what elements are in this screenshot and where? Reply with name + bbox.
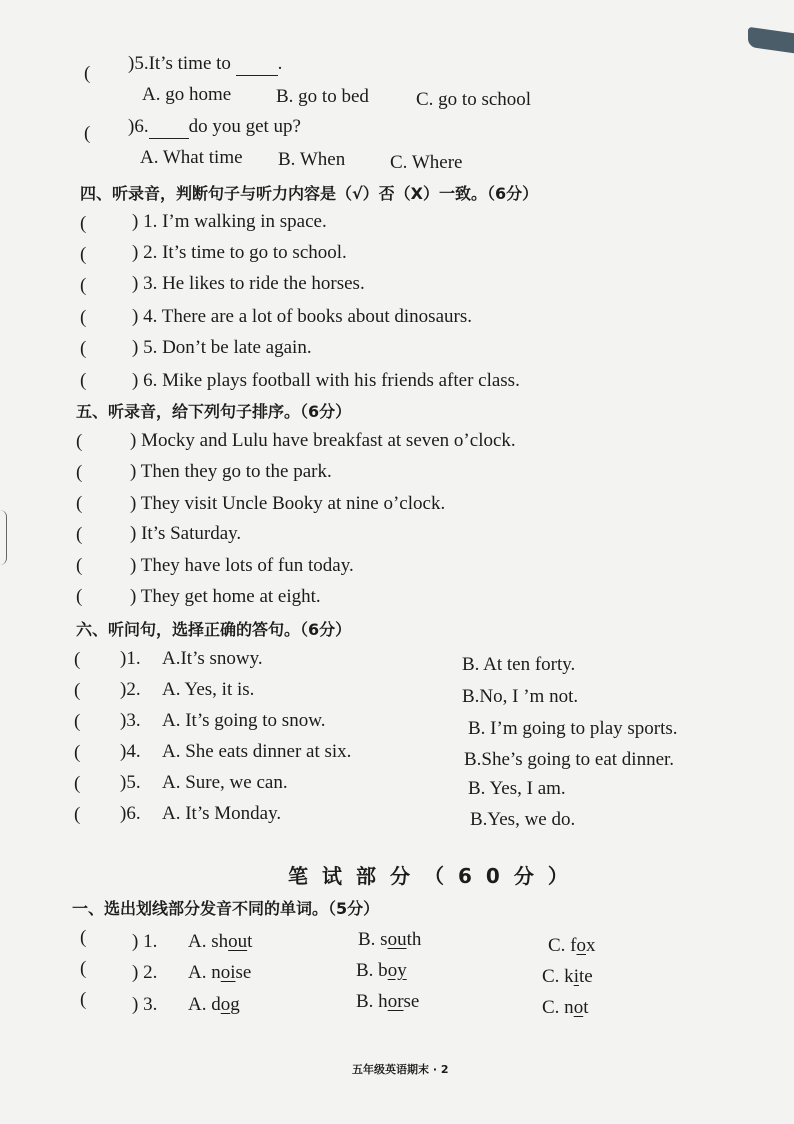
answer-paren: ( xyxy=(74,680,81,701)
option-b: B. go to bed xyxy=(276,86,369,107)
binding-mark xyxy=(0,510,7,565)
answer-paren: ( xyxy=(74,742,81,763)
answer-paren: ( xyxy=(80,989,87,1010)
judge-item: ) 3. He likes to ride the horses. xyxy=(132,273,365,294)
choice-b: B.Yes, we do. xyxy=(470,809,576,830)
choice-num: )2. xyxy=(120,679,141,700)
choice-a: A. Yes, it is. xyxy=(162,679,255,700)
section-6-heading: 六、听问句，选择正确的答句。（6分） xyxy=(76,620,352,639)
answer-paren: ( xyxy=(80,275,87,296)
fill-blank xyxy=(149,120,189,139)
phonics-option-c: C. kite xyxy=(542,966,593,987)
page-footer: 五年级英语期末 · 2 xyxy=(352,1063,449,1076)
phonics-option-c: C. fox xyxy=(548,935,596,956)
choice-b: B. At ten forty. xyxy=(462,654,576,675)
answer-paren: ( xyxy=(80,338,87,359)
answer-paren: ( xyxy=(80,307,87,328)
phonics-num: ) 1. xyxy=(132,931,158,952)
choice-b: B. I’m going to play sports. xyxy=(468,718,678,739)
phonics-option-a: A. shout xyxy=(188,931,253,952)
answer-paren: ( xyxy=(74,773,81,794)
fill-blank xyxy=(236,57,278,76)
option-c: C. go to school xyxy=(416,89,532,110)
answer-paren: ( xyxy=(74,711,81,732)
section-5-heading: 五、听录音，给下列句子排序。（6分） xyxy=(76,402,352,421)
order-item: ) Then they go to the park. xyxy=(130,461,332,482)
answer-paren: ( xyxy=(76,586,83,607)
choice-num: )1. xyxy=(120,648,141,669)
order-item: ) Mocky and Lulu have breakfast at seven o’clock. xyxy=(130,430,516,451)
option-b: B. When xyxy=(278,149,346,170)
answer-paren: ( xyxy=(84,123,91,144)
judge-item: ) 2. It’s time to go to school. xyxy=(132,242,347,263)
phonics-option-b: B. south xyxy=(358,929,422,950)
answer-paren: ( xyxy=(84,63,91,84)
written-part-title: 笔试部分（60分） xyxy=(288,864,582,888)
section-4-heading: 四、听录音，判断句子与听力内容是（√）否（X）一致。（6分） xyxy=(80,184,539,203)
answer-paren: ( xyxy=(74,649,81,670)
phonics-option-b: B. horse xyxy=(356,991,420,1012)
answer-paren: ( xyxy=(76,524,83,545)
order-item: ) They get home at eight. xyxy=(130,586,321,607)
order-item: ) They visit Uncle Booky at nine o’clock. xyxy=(130,493,446,514)
question-6: )6. do you get up? xyxy=(128,116,301,137)
choice-num: )4. xyxy=(120,741,141,762)
answer-paren: ( xyxy=(80,213,87,234)
choice-a: A.It’s snowy. xyxy=(162,648,263,669)
page-corner-shadow xyxy=(748,27,794,53)
answer-paren: ( xyxy=(76,431,83,452)
choice-a: A. Sure, we can. xyxy=(162,772,288,793)
answer-paren: ( xyxy=(74,804,81,825)
judge-item: ) 5. Don’t be late again. xyxy=(132,337,312,358)
judge-item: ) 1. I’m walking in space. xyxy=(132,211,327,232)
phonics-option-c: C. not xyxy=(542,997,589,1018)
order-item: ) It’s Saturday. xyxy=(130,523,242,544)
answer-paren: ( xyxy=(76,462,83,483)
option-a: A. What time xyxy=(140,147,243,168)
choice-a: A. It’s going to snow. xyxy=(162,710,326,731)
answer-paren: ( xyxy=(80,958,87,979)
choice-b: B. Yes, I am. xyxy=(468,778,566,799)
choice-num: )6. xyxy=(120,803,141,824)
written-section-1-heading: 一、选出划线部分发音不同的单词。（5分） xyxy=(72,899,380,918)
choice-num: )3. xyxy=(120,710,141,731)
choice-b: B.She’s going to eat dinner. xyxy=(464,749,675,770)
phonics-option-a: A. dog xyxy=(188,994,240,1015)
answer-paren: ( xyxy=(76,555,83,576)
phonics-option-a: A. noise xyxy=(188,962,252,983)
judge-item: ) 4. There are a lot of books about dinosaurs. xyxy=(132,306,472,327)
order-item: ) They have lots of fun today. xyxy=(130,555,354,576)
phonics-num: ) 2. xyxy=(132,962,158,983)
answer-paren: ( xyxy=(80,927,87,948)
judge-item: ) 6. Mike plays football with his friends after class. xyxy=(132,370,520,391)
option-a: A. go home xyxy=(142,84,232,105)
question-5: )5.It’s time to . xyxy=(128,53,283,74)
answer-paren: ( xyxy=(80,370,87,391)
choice-num: )5. xyxy=(120,772,141,793)
answer-paren: ( xyxy=(76,493,83,514)
choice-a: A. It’s Monday. xyxy=(162,803,282,824)
choice-b: B.No, I ’m not. xyxy=(462,686,579,707)
choice-a: A. She eats dinner at six. xyxy=(162,741,352,762)
phonics-option-b: B. boy xyxy=(356,960,407,981)
answer-paren: ( xyxy=(80,244,87,265)
phonics-num: ) 3. xyxy=(132,994,158,1015)
option-c: C. Where xyxy=(390,152,463,173)
